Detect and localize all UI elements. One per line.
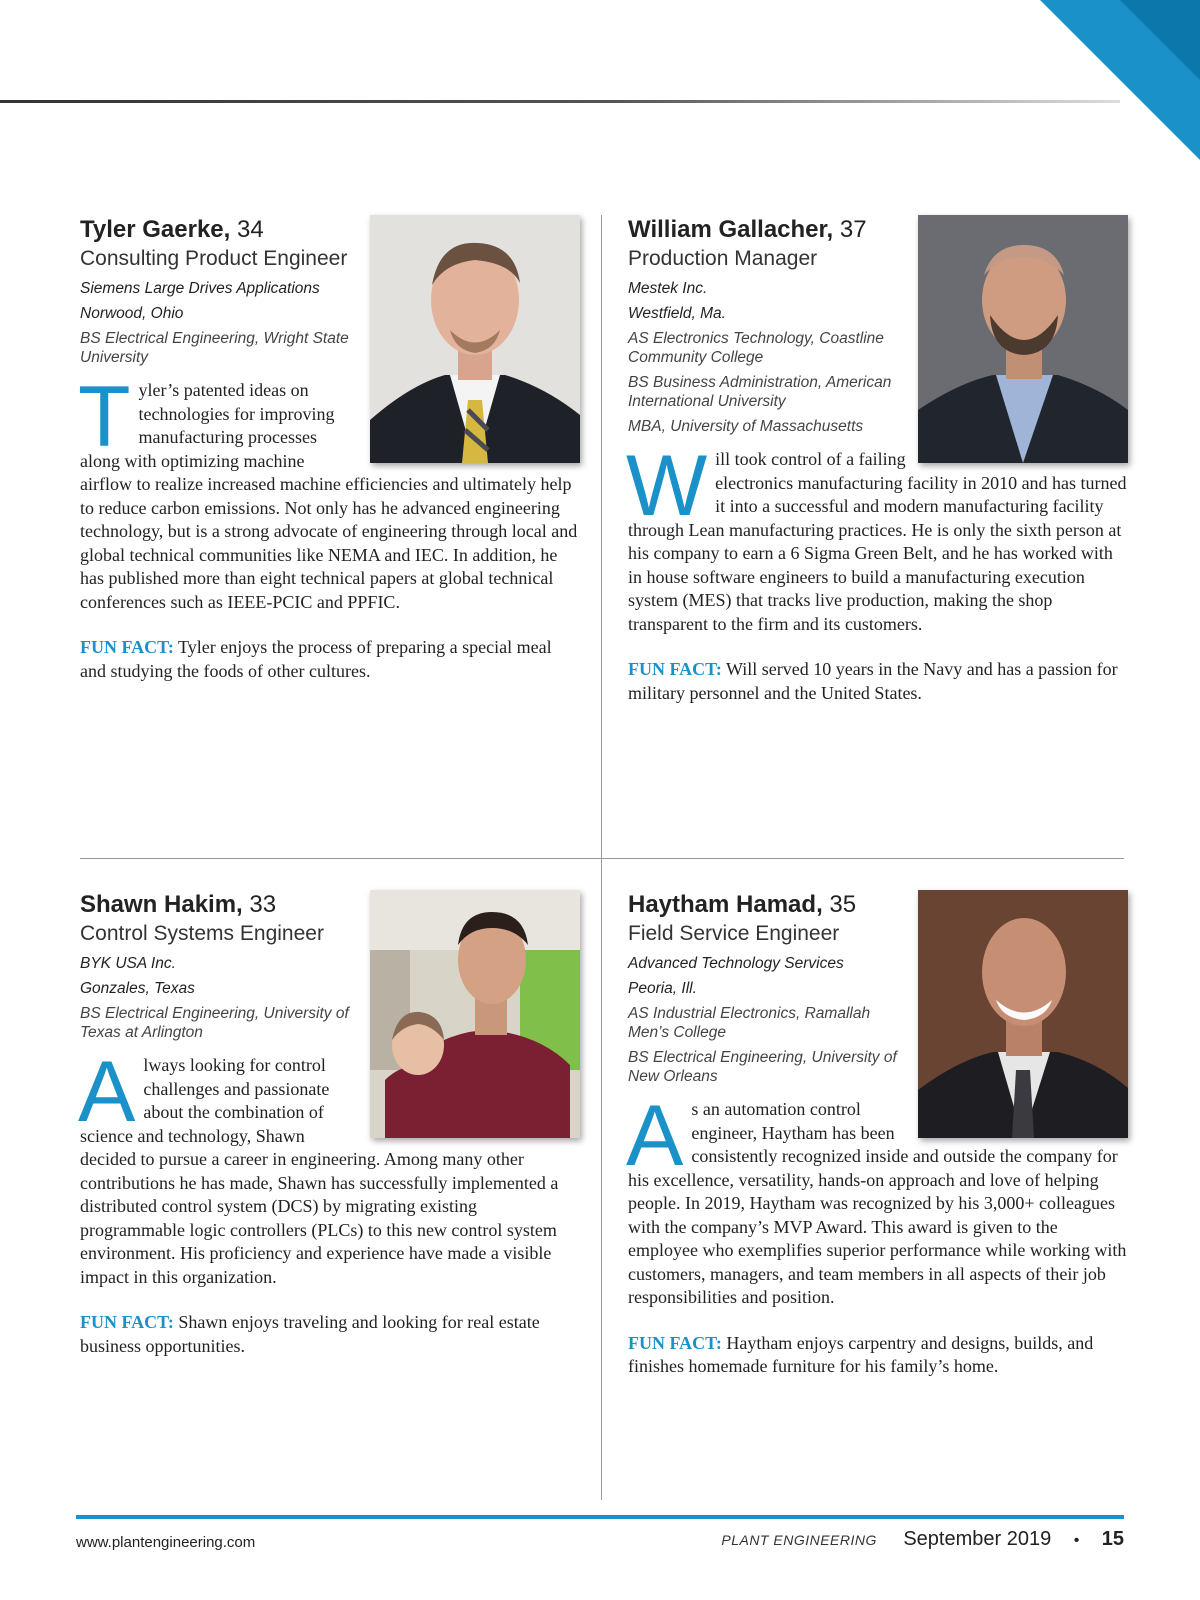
profile-company: Advanced Technology Services [628,955,844,972]
headshot-photo [370,215,580,463]
profile-company: Siemens Large Drives Applications [80,280,320,297]
profile-age: 37 [839,216,867,243]
bio-text: yler’s patented ideas on technologies for improving manufacturing processes along with optimizing machine airflow to realize increased machine efficiencies and ultimately help to reduce carbon emissions. Not only has he advanced engineering technology, but is a strong advocate of engineering through local and global technical communities like NEMA and IEC. In addition, he has published more than eight technical papers at global technical conferences such as IEEE-PCIC and PPFIC. [80,380,578,612]
fun-fact [628,658,1128,705]
fun-fact-label: FUN FACT: [628,1332,722,1353]
profile-tyler-gaerke [80,215,580,683]
profile-title: Control Systems Engineer [80,922,324,945]
fun-fact-label: FUN FACT: [80,637,174,657]
fun-fact [80,1311,580,1358]
fun-fact-label: FUN FACT: [80,1312,174,1332]
bio-text: ill took control of a failing electronics manufacturing facility in 2010 and has turned it into a successful and modern manufacturing facility through Lean manufacturing practices. He is only the sixth person at his company to earn a 6 Sigma Green Belt, and he has worked with in house software engineers to build a manufacturing execution system (MES) that tracks live production, making the shop transparent to the firm and its customers. [628,449,1127,634]
profile-education: BS Business Administration, American International University [628,374,892,410]
drop-cap: A [78,1044,136,1140]
page-number: 15 [1101,1528,1124,1550]
profile-name: Haytham Hamad, [628,891,823,918]
profile-name: Tyler Gaerke, [80,216,231,243]
profile-title: Consulting Product Engineer [80,247,348,270]
profile-education: MBA, University of Massachusetts [628,418,864,435]
profile-william-gallacher [628,215,1128,705]
profile-location: Westfield, Ma. [628,305,726,322]
footer-rule [76,1515,1124,1519]
profile-age: 33 [249,891,277,918]
profile-location: Norwood, Ohio [80,305,184,322]
profile-name: Shawn Hakim, [80,891,243,918]
footer-magazine: PLANT ENGINEERING [721,1532,877,1548]
headshot-photo [918,890,1128,1138]
profile-age: 34 [237,216,264,243]
profile-education: BS Electrical Engineering, Wright State University [80,330,349,366]
profile-shawn-hakim [80,890,580,1358]
fun-fact-label: FUN FACT: [628,659,722,679]
profile-education: AS Industrial Electronics, Ramallah Men’s College [628,1005,871,1041]
fun-fact [628,1332,1128,1379]
corner-accent-shade [1120,0,1200,80]
profile-title: Production Manager [628,247,818,270]
bio-text: lways looking for control challenges and passionate about the combination of science and technology, Shawn decided to pursue a career in engineering. Among many other contributions he has made, Shawn has successfully implemented a distributed control system (DCS) by migrating existing programmable logic controllers (PLCs) to this new control system environment. His proficiency and experience have made a visible impact in this organization. [80,1055,559,1287]
fun-fact-text: Tyler enjoys the process of preparing a special meal and studying the foods of other cultures. [80,637,552,681]
drop-cap: A [626,1088,684,1184]
profile-location: Gonzales, Texas [80,980,195,997]
bio-text: s an automation control engineer, Haytham has been consistently recognized inside and outside the company for his excellence, versatility, hands-on approach and love of helping people. In 2019, Haytham was recognized by his 3,000+ colleagues with the company’s MVP Award. This award is given to the employee who exemplifies superior performance while working with customers, managers, and team members in all aspects of their job responsibilities and position. [628,1099,1127,1307]
profile-education: BS Electrical Engineering, University of New Orleans [628,1049,897,1085]
footer-date: September 2019 [903,1528,1052,1550]
footer-bullet: • [1073,1532,1080,1549]
profile-name: William Gallacher, [628,216,834,243]
family-photo [370,890,580,1138]
drop-cap: W [626,438,708,534]
row-divider [80,858,1124,859]
footer-info [721,1528,1124,1551]
fun-fact-text: Will served 10 years in the Navy and has a passion for military personnel and the United States. [628,659,1118,703]
profile-education: AS Electronics Technology, Coastline Community College [628,330,884,366]
top-rule [0,100,1120,103]
profile-age: 35 [829,891,857,918]
profile-education: BS Electrical Engineering, University of Texas at Arlington [80,1005,349,1041]
headshot-photo [918,215,1128,463]
profile-title: Field Service Engineer [628,922,840,945]
fun-fact-text: Haytham enjoys carpentry and designs, builds, and finishes homemade furniture for his family’s home. [628,1332,1094,1376]
profile-company: Mestek Inc. [628,280,708,297]
profile-haytham-hamad [628,890,1128,1379]
drop-cap: T [78,369,131,465]
fun-fact-text: Shawn enjoys traveling and looking for real estate business opportunities. [80,1312,540,1356]
fun-fact [80,636,580,683]
profile-bio [626,438,1128,636]
profile-company: BYK USA Inc. [80,955,176,972]
footer-url[interactable]: www.plantengineering.com [76,1534,256,1551]
profile-location: Peoria, Ill. [628,980,697,997]
